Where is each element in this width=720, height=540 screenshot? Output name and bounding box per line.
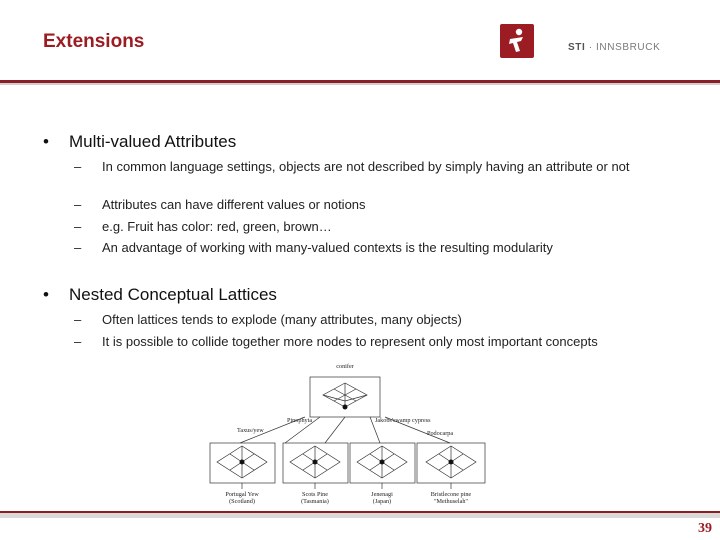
label-item-3-sub: (Japan) (372, 498, 392, 505)
nested-lattice-diagram (205, 357, 500, 512)
dash-marker: – (74, 159, 82, 174)
sti-logo-icon (500, 24, 534, 58)
dash-marker: – (74, 240, 82, 255)
label-item-1: Portugal Yew (225, 491, 259, 498)
header-divider-shadow (0, 83, 720, 85)
subitem-text: Attributes can have different values or notions (102, 197, 366, 212)
bullet-text: Nested Conceptual Lattices (69, 285, 277, 304)
label-conifer: conifer (336, 363, 354, 370)
bullet-text: Multi-valued Attributes (69, 132, 237, 151)
footer-band (0, 513, 720, 518)
nested-lattice-figure (205, 357, 500, 512)
slide-title: Extensions (43, 31, 145, 52)
label-item-4-sub: "Methuselah" (434, 498, 468, 505)
subitem-text: In common language settings, objects are not described by simply having an attribute or not (102, 159, 630, 174)
label-taxus: Taxus/yew (237, 427, 264, 434)
dash-marker: – (74, 197, 82, 212)
dash-marker: – (74, 312, 82, 327)
subitem-text: It is possible to collide together more nodes to represent only most important concepts (102, 334, 598, 349)
bullet-marker: • (43, 285, 49, 304)
label-swamp-cypress: Jakobs'swamp cypress (375, 417, 431, 424)
bullet-marker: • (43, 132, 49, 151)
subitem-text: e.g. Fruit has color: red, green, brown… (102, 219, 332, 234)
label-item-2-sub: (Tasmania) (301, 498, 329, 505)
subitem-text: Often lattices tends to explode (many attributes, many objects) (102, 312, 462, 327)
label-podocarpa: Podocarpa (427, 430, 454, 437)
label-item-3: Jenenagi (371, 491, 393, 498)
logo-wordmark: STI · INNSBRUCK (568, 42, 661, 53)
label-item-4: Bristlecone pine (430, 491, 472, 498)
label-item-1-sub: (Scotland) (229, 498, 255, 505)
page-number: 39 (698, 521, 712, 536)
dash-marker: – (74, 219, 82, 234)
label-item-2: Scots Pine (302, 491, 328, 498)
subitem-text: An advantage of working with many-valued contexts is the resulting modularity (102, 240, 553, 255)
dash-marker: – (74, 334, 82, 349)
label-pinophyta: Pinophyta (287, 417, 313, 424)
